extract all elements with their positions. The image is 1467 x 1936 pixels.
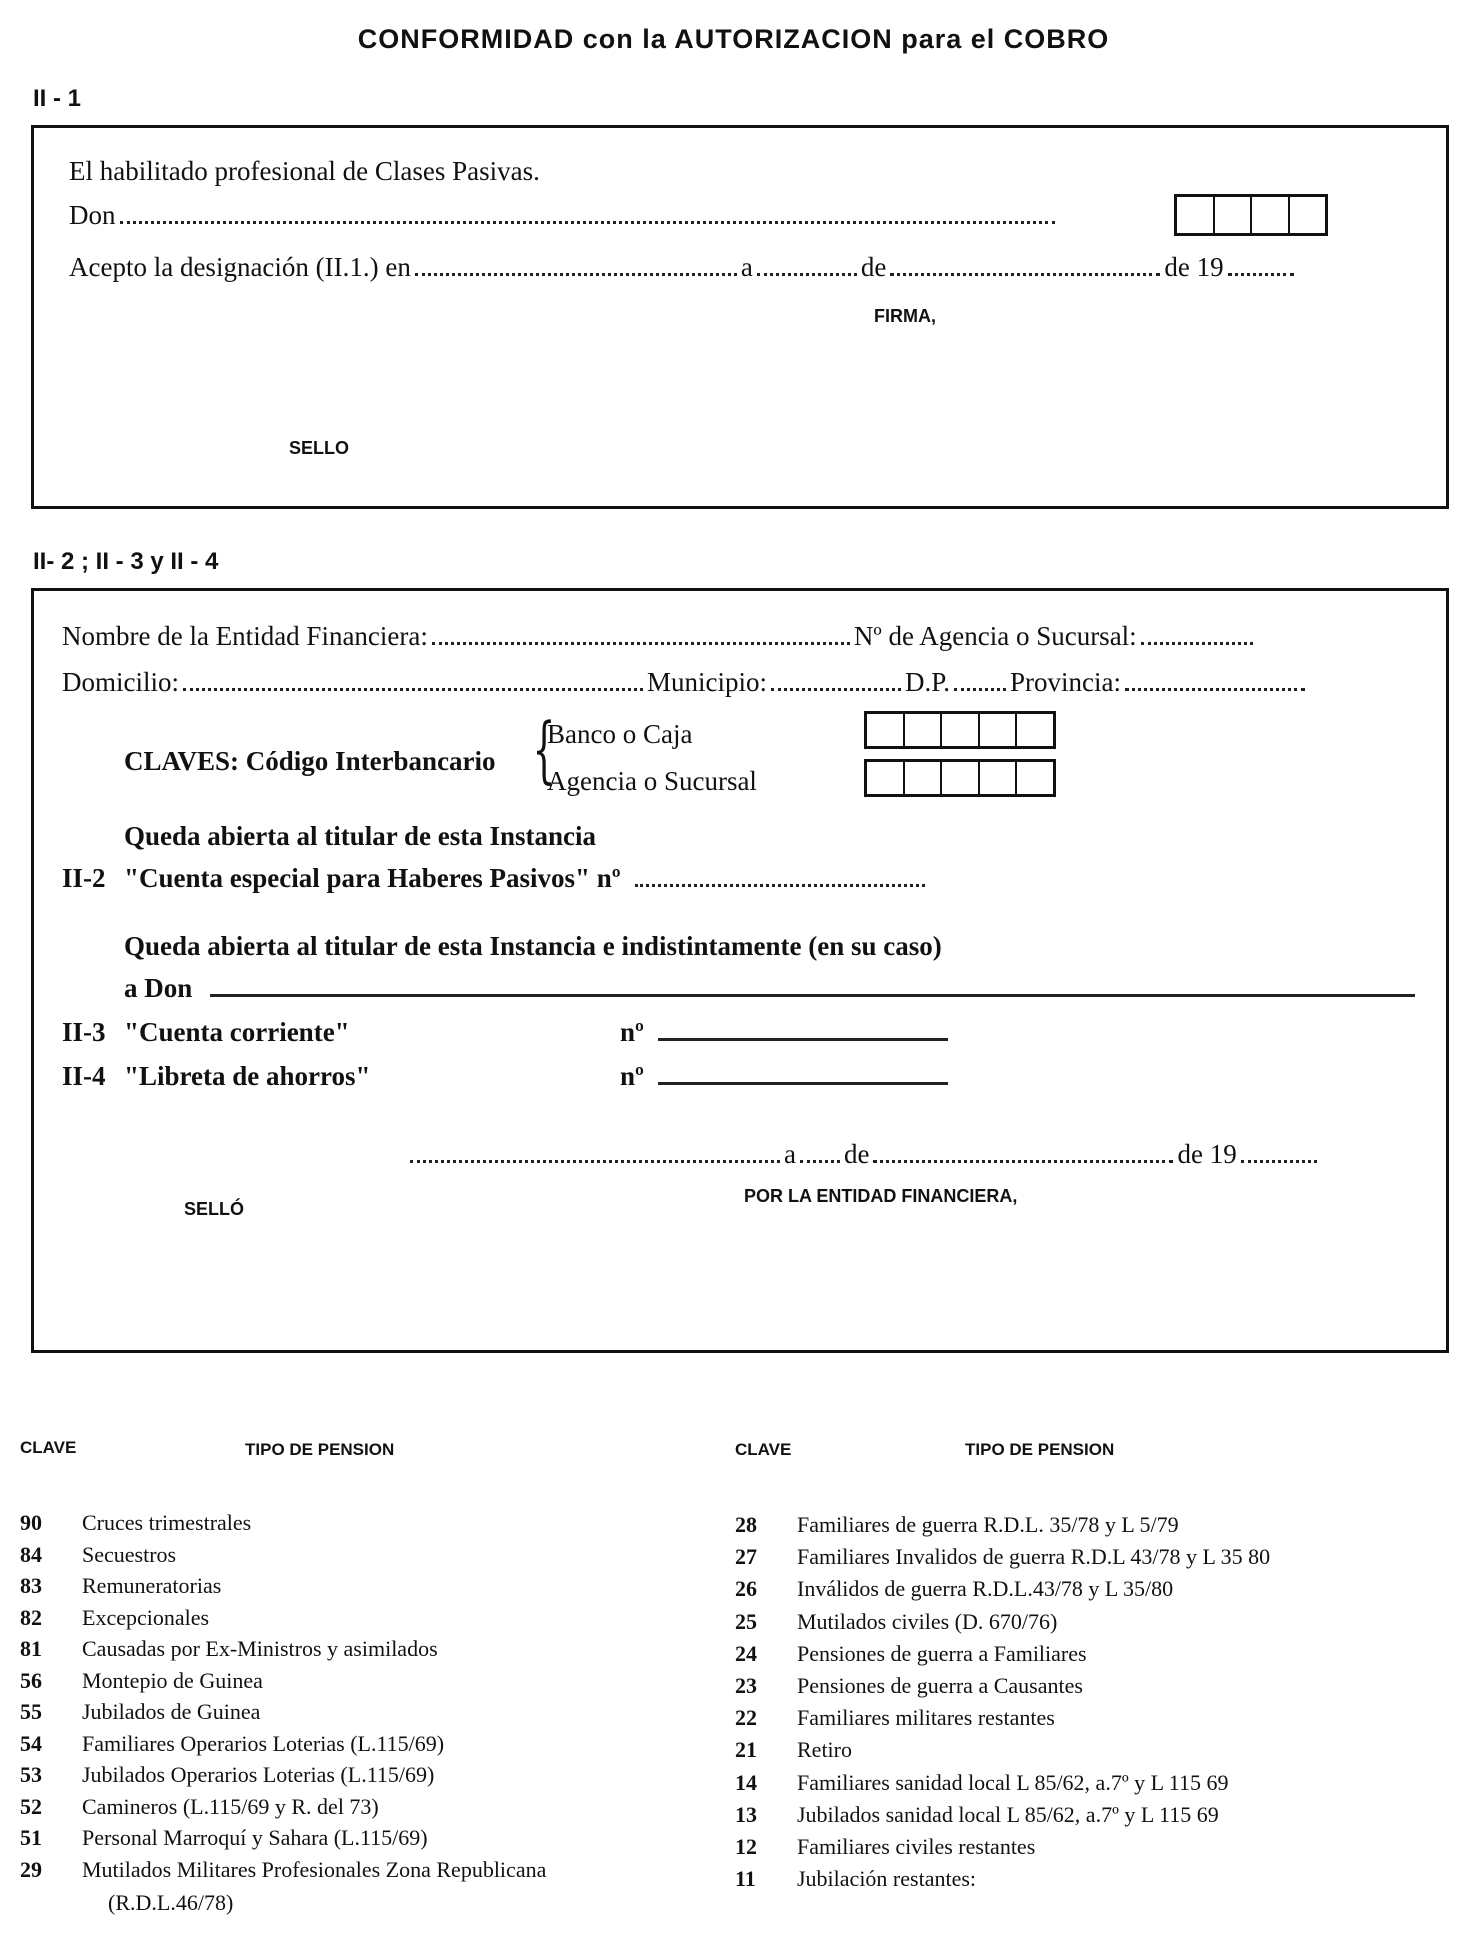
de-label: de bbox=[860, 252, 887, 282]
table-row bbox=[20, 1636, 438, 1662]
pension-code: 83 bbox=[20, 1573, 42, 1598]
year-field-2[interactable] bbox=[1241, 1159, 1317, 1163]
section-ii-2-4-box bbox=[31, 588, 1449, 1353]
table-row bbox=[20, 1699, 260, 1725]
table-row bbox=[735, 1737, 852, 1763]
ii-4-text: "Libreta de ahorros" bbox=[124, 1061, 371, 1091]
ii-3-line bbox=[62, 1017, 952, 1048]
accept-line bbox=[69, 252, 1298, 283]
table-row bbox=[20, 1794, 379, 1820]
agencia-code-boxes[interactable] bbox=[864, 759, 1056, 797]
pension-code: 27 bbox=[735, 1544, 757, 1570]
pension-code: 28 bbox=[735, 1512, 757, 1537]
pension-code: 54 bbox=[20, 1730, 42, 1756]
section-label-ii-2-4: II- 2 ; II - 3 y II - 4 bbox=[33, 548, 219, 575]
right-tipo-header: TIPO DE PENSION bbox=[965, 1440, 1115, 1459]
pension-type: Familiares militares restantes bbox=[797, 1705, 1055, 1731]
dp-label: D.P. bbox=[905, 667, 951, 697]
table-row bbox=[735, 1866, 976, 1892]
ii-3-num: nº bbox=[620, 1017, 644, 1047]
pension-code: 12 bbox=[735, 1834, 757, 1859]
sello-label: SELLO bbox=[289, 438, 350, 458]
claves-label: CLAVES: Código Interbancario bbox=[124, 746, 496, 776]
pension-type: Cruces trimestrales bbox=[82, 1510, 252, 1535]
dp-field[interactable] bbox=[954, 687, 1006, 691]
pension-type: Familiares sanidad local L 85/62, a.7º y L 115 69 bbox=[797, 1769, 1229, 1795]
pension-code: 11 bbox=[735, 1866, 756, 1892]
entidad-line bbox=[62, 621, 1257, 652]
table-row bbox=[20, 1605, 209, 1631]
queda2-text: Queda abierta al titular de esta Instancia e indistintamente (en su caso) bbox=[124, 931, 942, 961]
domicilio-line bbox=[62, 667, 1309, 698]
pension-code: 25 bbox=[735, 1608, 757, 1634]
table-row bbox=[735, 1705, 1055, 1731]
firma-label: FIRMA, bbox=[874, 306, 936, 326]
pension-code: 56 bbox=[20, 1667, 42, 1693]
domicilio-field[interactable] bbox=[183, 687, 643, 691]
table-row bbox=[735, 1576, 1173, 1602]
municipio-field[interactable] bbox=[771, 687, 901, 691]
table-row bbox=[20, 1731, 444, 1757]
table-row bbox=[20, 1573, 221, 1599]
provincia-field[interactable] bbox=[1125, 687, 1305, 691]
pension-type: Personal Marroquí y Sahara (L.115/69) bbox=[82, 1825, 428, 1850]
de-label-2: de bbox=[843, 1139, 870, 1169]
pension-code: 55 bbox=[20, 1699, 42, 1724]
pension-type: Mutilados Militares Profesionales Zona Republicana bbox=[82, 1856, 547, 1882]
agencia-num-label: Nº de Agencia o Sucursal: bbox=[853, 621, 1137, 651]
pension-code: 26 bbox=[735, 1576, 757, 1602]
banco-code-boxes[interactable] bbox=[864, 711, 1056, 749]
provincia-label: Provincia: bbox=[1010, 667, 1122, 697]
ii-2-line bbox=[62, 863, 929, 894]
banco-label: Banco o Caja bbox=[547, 719, 693, 749]
pension-type: Inválidos de guerra R.D.L.43/78 y L 35/80 bbox=[797, 1576, 1174, 1602]
table-row bbox=[20, 1510, 251, 1536]
section-label-ii-1: II - 1 bbox=[33, 85, 82, 112]
habilitado-line: El habilitado profesional de Clases Pasivas. bbox=[69, 156, 540, 186]
table-row bbox=[735, 1673, 1083, 1699]
accept-label: Acepto la designación (II.1.) en bbox=[69, 252, 411, 282]
pension-type: Pensiones de guerra a Familiares bbox=[797, 1640, 1087, 1666]
table-row bbox=[735, 1609, 1057, 1635]
section-ii-1-box bbox=[31, 125, 1449, 509]
ii-4-line bbox=[62, 1061, 952, 1092]
table-row bbox=[20, 1762, 434, 1788]
agencia-label: Agencia o Sucursal bbox=[547, 766, 757, 796]
pension-code: 51 bbox=[20, 1825, 42, 1850]
table-row bbox=[20, 1542, 176, 1568]
municipio-label: Municipio: bbox=[647, 667, 767, 697]
pension-type: Secuestros bbox=[82, 1541, 177, 1567]
don-label: Don bbox=[69, 200, 116, 230]
entidad-label: Nombre de la Entidad Financiera: bbox=[62, 621, 428, 651]
brace: { bbox=[532, 707, 556, 791]
pension-type: Camineros (L.115/69 y R. del 73) bbox=[82, 1793, 379, 1819]
domicilio-label: Domicilio: bbox=[62, 667, 179, 697]
a-don-line bbox=[124, 973, 1419, 1004]
pension-type: Jubilación restantes: bbox=[797, 1866, 977, 1892]
don-field[interactable] bbox=[120, 220, 1055, 224]
month-field-2[interactable] bbox=[873, 1159, 1173, 1163]
ii-4-field[interactable] bbox=[658, 1081, 948, 1085]
de19-label: de 19 bbox=[1164, 252, 1224, 282]
ii-4-code: II-4 bbox=[62, 1061, 106, 1091]
pension-type: Familiares Operarios Loterias (L.115/69) bbox=[82, 1730, 445, 1756]
code-boxes-ii-1[interactable] bbox=[1174, 194, 1328, 236]
pension-type: Familiares Invalidos de guerra R.D.L 43/78 y L 35 80 bbox=[797, 1544, 1271, 1570]
table-row bbox=[20, 1857, 546, 1883]
pension-type: Retiro bbox=[797, 1737, 852, 1763]
right-clave-header: CLAVE bbox=[735, 1440, 792, 1459]
day-field[interactable] bbox=[757, 272, 857, 276]
queda1-text: Queda abierta al titular de esta Instancia bbox=[124, 821, 596, 851]
a-label-2: a bbox=[784, 1139, 796, 1169]
de19-label-2: de 19 bbox=[1177, 1139, 1237, 1169]
pension-type: Excepcionales bbox=[82, 1604, 210, 1630]
place-date-line bbox=[406, 1139, 1321, 1170]
page-title: CONFORMIDAD con la AUTORIZACION para el COBRO bbox=[357, 24, 1110, 54]
table-row bbox=[735, 1512, 1179, 1538]
place-field[interactable] bbox=[415, 272, 737, 276]
month-field[interactable] bbox=[890, 272, 1160, 276]
a-don-field[interactable] bbox=[210, 993, 1415, 997]
pension-type: Jubilados Operarios Loterias (L.115/69) bbox=[82, 1762, 435, 1787]
ii-3-code: II-3 bbox=[62, 1017, 106, 1047]
pension-code: 24 bbox=[735, 1640, 757, 1666]
day-field-2[interactable] bbox=[800, 1159, 840, 1163]
pension-type: Causadas por Ex-Ministros y asimilados bbox=[82, 1636, 438, 1661]
pension-code: 82 bbox=[20, 1604, 42, 1630]
year-field[interactable] bbox=[1228, 272, 1294, 276]
pension-code: 23 bbox=[735, 1673, 757, 1698]
pension-code: 84 bbox=[20, 1541, 42, 1567]
pension-type: Familiares de guerra R.D.L. 35/78 y L 5/79 bbox=[797, 1512, 1179, 1537]
don-line bbox=[69, 200, 1059, 231]
pension-type: Jubilados de Guinea bbox=[82, 1699, 261, 1724]
pension-code: 14 bbox=[735, 1769, 757, 1795]
table-row bbox=[735, 1544, 1270, 1570]
left-tipo-header: TIPO DE PENSION bbox=[245, 1440, 395, 1459]
ii-3-text: "Cuenta corriente" bbox=[124, 1017, 350, 1047]
pension-code: 13 bbox=[735, 1801, 757, 1827]
ii-2-field[interactable] bbox=[635, 883, 925, 887]
table-row bbox=[735, 1802, 1219, 1828]
pension-code: 29 bbox=[20, 1856, 42, 1882]
pension-code: 22 bbox=[735, 1705, 757, 1731]
agencia-num-field[interactable] bbox=[1141, 641, 1253, 645]
table-row bbox=[735, 1641, 1087, 1667]
pension-code: 21 bbox=[735, 1737, 757, 1763]
pension-type: Jubilados sanidad local L 85/62, a.7º y L 115 69 bbox=[797, 1801, 1219, 1827]
table-row bbox=[20, 1668, 263, 1694]
pension-code: 53 bbox=[20, 1762, 42, 1787]
pension-type: Mutilados civiles (D. 670/76) bbox=[797, 1608, 1058, 1634]
pension-type: Montepio de Guinea bbox=[82, 1667, 263, 1693]
pension-code: 81 bbox=[20, 1636, 42, 1661]
ii-3-field[interactable] bbox=[658, 1037, 948, 1041]
ii-4-num: nº bbox=[620, 1061, 644, 1091]
pension-type: Familiares civiles restantes bbox=[797, 1834, 1036, 1859]
pension-type: Remuneratorias bbox=[82, 1573, 222, 1598]
ii-2-code: II-2 bbox=[62, 863, 106, 893]
entidad-field[interactable] bbox=[432, 641, 850, 645]
table-row bbox=[20, 1825, 428, 1851]
pension-code: 52 bbox=[20, 1793, 42, 1819]
table-row bbox=[735, 1834, 1035, 1860]
left-continuation: (R.D.L.46/78) bbox=[108, 1890, 234, 1915]
sello-label-2: SELLÓ bbox=[184, 1199, 245, 1219]
por-entidad-label: POR LA ENTIDAD FINANCIERA, bbox=[744, 1186, 1018, 1206]
place-field-2[interactable] bbox=[410, 1159, 780, 1163]
table-row bbox=[735, 1770, 1228, 1796]
a-don-label: a Don bbox=[124, 973, 193, 1003]
ii-2-text: "Cuenta especial para Haberes Pasivos" nº bbox=[124, 863, 621, 893]
pension-code: 90 bbox=[20, 1510, 42, 1535]
a-label: a bbox=[740, 252, 753, 282]
pension-type: Pensiones de guerra a Causantes bbox=[797, 1673, 1083, 1698]
left-clave-header: CLAVE bbox=[20, 1438, 77, 1457]
